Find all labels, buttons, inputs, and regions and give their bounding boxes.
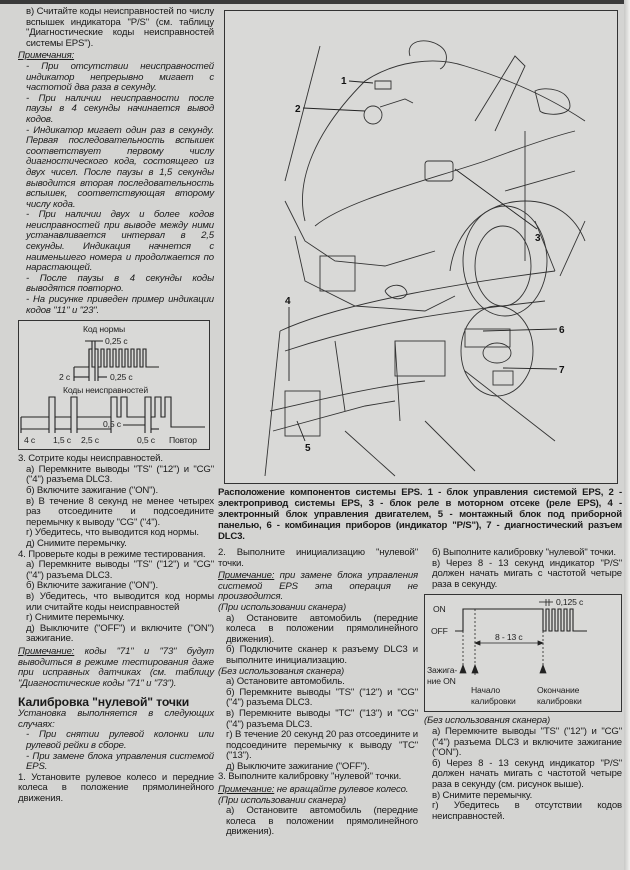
step-item: а) Остановите автомобиль (передние колеса в положении прямолинейного движения).	[226, 805, 418, 838]
note-text: при замене блока управления системой EPS эта операция не производится.	[218, 570, 418, 603]
label-end-1: Окончание	[537, 685, 580, 696]
step-1: 1. Установите рулевое колесо и передние колеса в положение прямолинейного движения.	[18, 771, 214, 805]
step-4-title: 4. Проверьте коды в режиме тестирования.	[18, 548, 206, 560]
step-item: д) Выключите зажигание ("OFF").	[226, 760, 370, 772]
callout-4: 4	[285, 296, 291, 307]
step-item: в) Через 8 - 13 секунд индикатор "P/S" должен начать мигать с частотой четыре раза в секунду.	[432, 557, 622, 590]
note-item: - После паузы в 4 секунды коды выводятся повторно.	[26, 272, 214, 295]
callout-3: 3	[535, 233, 541, 244]
note-label: Примечание:	[218, 784, 275, 796]
step-item: а) Перемкните выводы "TS" ("12") и "CG" ("4") разъема DLC3 и включите зажигание ("ON").	[432, 725, 622, 759]
label-t15: 1,5 с	[53, 435, 71, 446]
eps-components-illustration	[224, 10, 618, 484]
label-fault-codes: Коды неисправностей	[63, 385, 148, 396]
subheading-without-scanner: (Без использования сканера)	[424, 715, 551, 727]
note-label: Примечание:	[218, 570, 275, 582]
step-item: б) Перемкните выводы "TS" ("12") и "CG" ("4") разъема DLC3.	[226, 686, 418, 709]
step-item: в) В течение 8 секунд не менее четырех раз отсоедините и подсоедините перемычку к выводу "CG" ("4").	[26, 495, 214, 528]
column-middle	[218, 548, 418, 838]
step-item: в) Убедитесь, что выводится код нормы или считайте коды неисправностей	[26, 590, 214, 613]
note-item: - При наличии двух и более кодов неисправностей при выводе между ними устанавливается интервал в 2,5 секунды. Индикация начнется с наименьшего номера и продолжается по нарастающей.	[26, 209, 214, 274]
step-item: г) Убедитесь, что выводится код нормы.	[26, 527, 199, 539]
label-t05-b: 0,5 с	[137, 435, 155, 446]
note-item: - При наличии неисправности после паузы в 4 секунды начинается вывод кодов.	[26, 92, 214, 125]
label-t025-top: 0,25 с	[105, 336, 128, 347]
note-text: не вращайте рулевое колесо.	[274, 784, 409, 796]
car-front-drawing	[285, 41, 585, 316]
note-label: Примечание:	[18, 645, 75, 657]
case-item: - При снятии рулевой колонки или рулевой рейки в сборе.	[26, 729, 214, 752]
case-item: - При замене блока управления системой EPS.	[26, 750, 214, 773]
label-start-2: калибровки	[471, 696, 516, 707]
step-item: б) Включите зажигание ("ON").	[26, 580, 158, 592]
page-fold-edge	[624, 0, 630, 870]
step-item: б) Включите зажигание ("ON").	[26, 485, 158, 496]
page-top-border	[0, 0, 630, 4]
label-t0125: 0,125 с	[556, 597, 584, 608]
step-3-title: 3. Сотрите коды неисправностей.	[18, 453, 163, 465]
callout-leaders	[289, 81, 557, 441]
section-heading: Калибровка "нулевой" точки	[18, 695, 190, 710]
label-ignition-on-1: Зажига-	[427, 665, 458, 676]
step-item: б) Через 8 - 13 секунд индикатор "P/S" должен начать мигать с частотой четыре раза в секунду (см. рисунок выше).	[432, 757, 622, 790]
step-item: б) Подключите сканер к разъему DLC3 и выполните инициализацию.	[226, 644, 418, 666]
step-item: а) Остановите автомобиль.	[226, 676, 345, 688]
step-item: д) Выключите ("OFF") и включите ("ON") зажигание.	[26, 622, 214, 645]
step-item: б) Выполните калибровку "нулевой" точки.	[432, 547, 616, 558]
callout-7: 7	[559, 365, 565, 376]
label-normal-code: Код нормы	[83, 324, 126, 335]
note-item: - Индикатор мигает один раз в секунду. Первая последовательность вспышек соответствует первому числу диагностического кода, состоящего из двух чисел. После паузы в 1,5 секунды выводится вторая последовательность вспышек, соответствующая второму числу кода.	[26, 124, 214, 210]
note-test-mode	[18, 647, 214, 689]
step-item: в) Снимите перемычку.	[432, 789, 533, 801]
subheading-without-scanner: (Без использования сканера)	[218, 665, 345, 677]
calibration-timing-diagram	[424, 594, 622, 712]
label-t2: 2 с	[59, 372, 71, 383]
step-item: а) Перемкните выводы "TS" ("12") и "CG" ("4") разъема DLC3.	[26, 559, 214, 581]
label-start-1: Начало	[471, 685, 501, 696]
step-item: г) В течение 20 секунд 20 раз отсоедините и подсоедините перемычку к выводу "TC" ("13").	[226, 729, 418, 762]
dashboard-drawing	[265, 221, 585, 476]
step-item: г) Убедитесь в отсутствии кодов неисправностей.	[432, 800, 622, 822]
step-2-title: 2. Выполните инициализацию "нулевой" точки.	[218, 547, 418, 569]
step-item: д) Снимите перемычку.	[26, 537, 127, 549]
label-t05-a: 0,5 с	[103, 419, 121, 430]
label-repeat: Повтор	[169, 435, 197, 446]
label-t4: 4 с	[24, 435, 36, 446]
label-off: OFF	[431, 626, 448, 637]
label-t025-bottom: 0,25 с	[110, 372, 133, 383]
callout-6: 6	[559, 325, 565, 336]
column-right	[424, 548, 622, 822]
note-text: коды "71" и "73" будут выводиться в режиме тестирования даже при исправных датчиках (см. таблицу "Диагностические коды "71" и "73").	[18, 645, 214, 689]
label-ignition-on-2: ние ON	[427, 676, 456, 687]
callout-2: 2	[295, 104, 301, 115]
callout-1: 1	[341, 76, 347, 87]
step-item: а) Остановите автомобиль (передние колеса в положении прямолинейного движения).	[226, 612, 418, 645]
label-on: ON	[433, 604, 446, 615]
step-item: а) Перемкните выводы "TS" ("12") и "CG" ("4") разъема DLC3.	[26, 463, 214, 486]
note-init	[218, 571, 418, 603]
note-item: - На рисунке приведен пример индикации кодов "11" и "23".	[26, 294, 214, 316]
column-left	[18, 7, 214, 805]
callout-5: 5	[305, 443, 311, 454]
calibration-waveform	[455, 609, 587, 631]
step-item: г) Снимите перемычку.	[26, 612, 125, 624]
figure-caption: Расположение компонентов системы EPS. 1 - блок управления системой EPS, 2 - электропривод системы EPS, 3 - блок реле в моторном отсеке (реле EPS), 4 - электронный блок управления двигателем, 5 - монтажный блок под приборной панелью, 6 - комбинация приборов (индикатор "P/S"), 7 - диагностический разъем DLC3.	[218, 487, 622, 542]
step-2v-text: в) Считайте коды неисправностей по числу вспышек индикатора "P/S" (см. таблицу "Диагностические коды неисправностей системы EPS").	[26, 6, 214, 49]
label-t813: 8 - 13 с	[495, 632, 523, 643]
step-item: в) Перемкните выводы "TC" ("13") и "CG" ("4") разъема DLC3.	[226, 707, 418, 730]
label-t25: 2,5 с	[81, 435, 99, 446]
subheading-with-scanner: (При использовании сканера)	[218, 794, 347, 806]
normal-code-waveform	[74, 349, 159, 367]
notes-title: Примечания:	[18, 50, 75, 62]
label-end-2: калибровки	[537, 696, 582, 707]
subheading-with-scanner: (При использовании сканера)	[218, 601, 347, 613]
note-item: - При отсутствии неисправностей индикатор непрерывно мигает с частотой два раза в секунду.	[26, 60, 214, 94]
flash-code-diagram	[18, 320, 210, 450]
section-intro: Установка выполняется в следующих случаях:	[18, 708, 214, 730]
step-3-title: 3. Выполните калибровку "нулевой" точки.	[218, 771, 402, 783]
